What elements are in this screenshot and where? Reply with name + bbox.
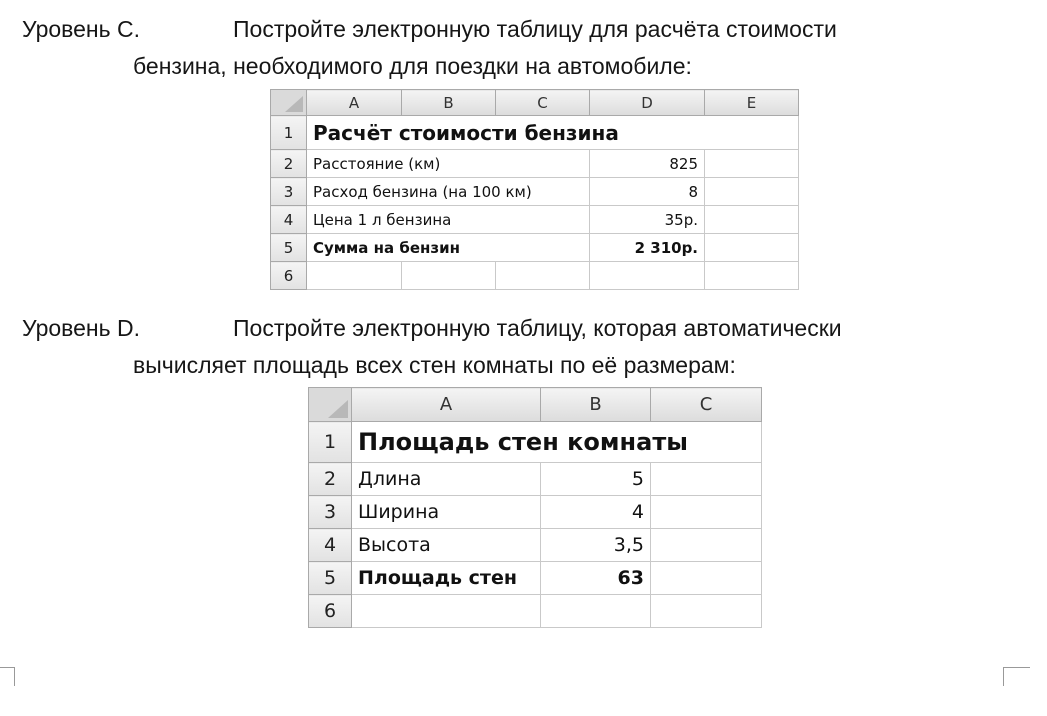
task-d-text-1: Постройте электронную таблицу, которая автоматически [233, 315, 842, 341]
column-header-e[interactable]: E [705, 90, 799, 116]
cell-b3[interactable]: 4 [541, 496, 651, 529]
cell-c2[interactable] [496, 150, 590, 178]
sheet-title[interactable]: Расчёт стоимости бензина [307, 116, 705, 150]
row-header-3[interactable]: 3 [309, 496, 352, 529]
cell-d5[interactable]: 2 310р. [590, 234, 705, 262]
cell-c5[interactable] [496, 234, 590, 262]
row-header-4[interactable]: 4 [271, 206, 307, 234]
column-header-d[interactable]: D [590, 90, 705, 116]
column-header-a[interactable]: A [352, 388, 541, 422]
cell-e5[interactable] [705, 234, 799, 262]
row-header-2[interactable]: 2 [309, 463, 352, 496]
task-d-text-2: вычисляет площадь всех стен комнаты по её размерам: [133, 352, 736, 378]
cell-e2[interactable] [705, 150, 799, 178]
cell-c6[interactable] [651, 595, 762, 628]
cell-c5[interactable] [651, 562, 762, 595]
cell-a4[interactable]: Цена 1 л бензина [307, 206, 496, 234]
page-corner-mark-left [0, 667, 15, 686]
task-c-line1 [22, 14, 837, 44]
row-header-1[interactable]: 1 [271, 116, 307, 150]
cell-a5[interactable]: Сумма на бензин [307, 234, 496, 262]
sheet-title[interactable]: Площадь стен комнаты [352, 422, 762, 463]
task-c-text-2: бензина, необходимого для поездки на автомобиле: [133, 53, 692, 79]
cell-e4[interactable] [705, 206, 799, 234]
cell-d6[interactable] [590, 262, 705, 290]
row-header-5[interactable]: 5 [271, 234, 307, 262]
cell-c6[interactable] [496, 262, 590, 290]
row-header-6[interactable]: 6 [271, 262, 307, 290]
task-c-level: Уровень C. [22, 16, 140, 42]
cell-c4[interactable] [496, 206, 590, 234]
row-header-1[interactable]: 1 [309, 422, 352, 463]
column-header-c[interactable]: C [496, 90, 590, 116]
task-c-line2 [133, 51, 692, 81]
cell-c2[interactable] [651, 463, 762, 496]
column-header-b[interactable]: B [541, 388, 651, 422]
cell-b6[interactable] [402, 262, 496, 290]
row-header-4[interactable]: 4 [309, 529, 352, 562]
row-header-5[interactable]: 5 [309, 562, 352, 595]
cell-b6[interactable] [541, 595, 651, 628]
spreadsheet-c [270, 89, 799, 290]
row-header-3[interactable]: 3 [271, 178, 307, 206]
cell-a6[interactable] [307, 262, 402, 290]
cell-e6[interactable] [705, 262, 799, 290]
cell-a5[interactable]: Площадь стен [352, 562, 541, 595]
cell-b2[interactable]: 5 [541, 463, 651, 496]
cell-a2[interactable]: Расстояние (км) [307, 150, 496, 178]
spreadsheet-d [308, 387, 762, 628]
column-header-a[interactable]: A [307, 90, 402, 116]
select-all-corner[interactable] [309, 388, 352, 422]
cell-b4[interactable]: 3,5 [541, 529, 651, 562]
row-header-2[interactable]: 2 [271, 150, 307, 178]
cell-e3[interactable] [705, 178, 799, 206]
cell-a6[interactable] [352, 595, 541, 628]
row-header-6[interactable]: 6 [309, 595, 352, 628]
column-header-c[interactable]: C [651, 388, 762, 422]
cell-c3[interactable] [651, 496, 762, 529]
task-d-line1 [22, 313, 842, 343]
cell-a2[interactable]: Длина [352, 463, 541, 496]
cell-a4[interactable]: Высота [352, 529, 541, 562]
task-d-line2 [133, 350, 736, 380]
cell-e1[interactable] [705, 116, 799, 150]
page-corner-mark-right [1003, 667, 1030, 686]
task-c-text-1: Постройте электронную таблицу для расчёта стоимости [233, 16, 837, 42]
cell-d2[interactable]: 825 [590, 150, 705, 178]
cell-c4[interactable] [651, 529, 762, 562]
cell-d3[interactable]: 8 [590, 178, 705, 206]
column-header-b[interactable]: B [402, 90, 496, 116]
cell-a3[interactable]: Расход бензина (на 100 км) [307, 178, 590, 206]
select-all-corner[interactable] [271, 90, 307, 116]
task-d-level: Уровень D. [22, 315, 140, 341]
cell-b5[interactable]: 63 [541, 562, 651, 595]
cell-d4[interactable]: 35р. [590, 206, 705, 234]
cell-a3[interactable]: Ширина [352, 496, 541, 529]
